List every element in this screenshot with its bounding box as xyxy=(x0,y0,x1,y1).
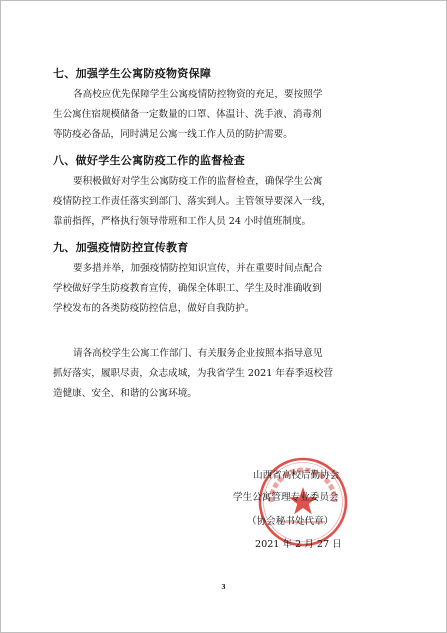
signature-organization: 山西省高校后勤协会 xyxy=(253,470,340,481)
paragraph-line: 要多措并举，加强疫情防控知识宣传，并在重要时间点配合 xyxy=(73,263,323,274)
page-number: 3 xyxy=(221,584,226,591)
section-paragraph-9 xyxy=(53,259,398,319)
paragraph-line: 学校发布的各类防疫防控信息，做好自我防护。 xyxy=(53,303,255,314)
section-paragraph-7 xyxy=(53,85,398,145)
paragraph-line: 疫情防控工作责任落实到部门、落实到人。主管领导要深入一线， xyxy=(53,196,332,207)
section-heading-9: 九、加强疫情防控宣传教育 xyxy=(53,241,189,254)
signature-seal-note: （协会秘书处代章） xyxy=(247,516,334,527)
paragraph-line: 造健康、安全、和谐的公寓环境。 xyxy=(53,388,197,399)
signature-date: 2021 年 2 月 27 日 xyxy=(255,539,342,550)
paragraph-line: 抓好落实，履职尽责，众志成城，为我省学生 2021 年春季返校营 xyxy=(53,368,333,379)
paragraph-line: 靠前指挥，严格执行领导带班和工作人员 24 小时值班制度。 xyxy=(53,216,312,227)
signature-committee: 学生公寓管理专业委员会 xyxy=(233,492,339,503)
section-paragraph-8 xyxy=(53,172,398,232)
section-heading-8: 八、做好学生公寓防疫工作的监督检查 xyxy=(53,154,246,167)
paragraph-line: 要积极做好对学生公寓防疫工作的监督检查，确保学生公寓 xyxy=(73,176,323,187)
paragraph-line: 请各高校学生公寓工作部门、有关服务企业按照本指导意见 xyxy=(73,348,323,359)
paragraph-line: 学校做好学生防疫教育宣传，确保全体职工、学生及时准确收到 xyxy=(53,283,322,294)
section-heading-7: 七、加强学生公寓防疫物资保障 xyxy=(53,67,212,80)
closing-paragraph xyxy=(53,344,398,404)
paragraph-line: 等防疫必备品，同时满足公寓一线工作人员的防护需要。 xyxy=(53,129,293,140)
paragraph-line: 各高校应优先保障学生公寓疫情防控物资的充足，要按照学 xyxy=(73,89,323,100)
paragraph-line: 生公寓住宿规模储备一定数量的口罩、体温计、洗手液、消毒剂 xyxy=(53,109,322,120)
